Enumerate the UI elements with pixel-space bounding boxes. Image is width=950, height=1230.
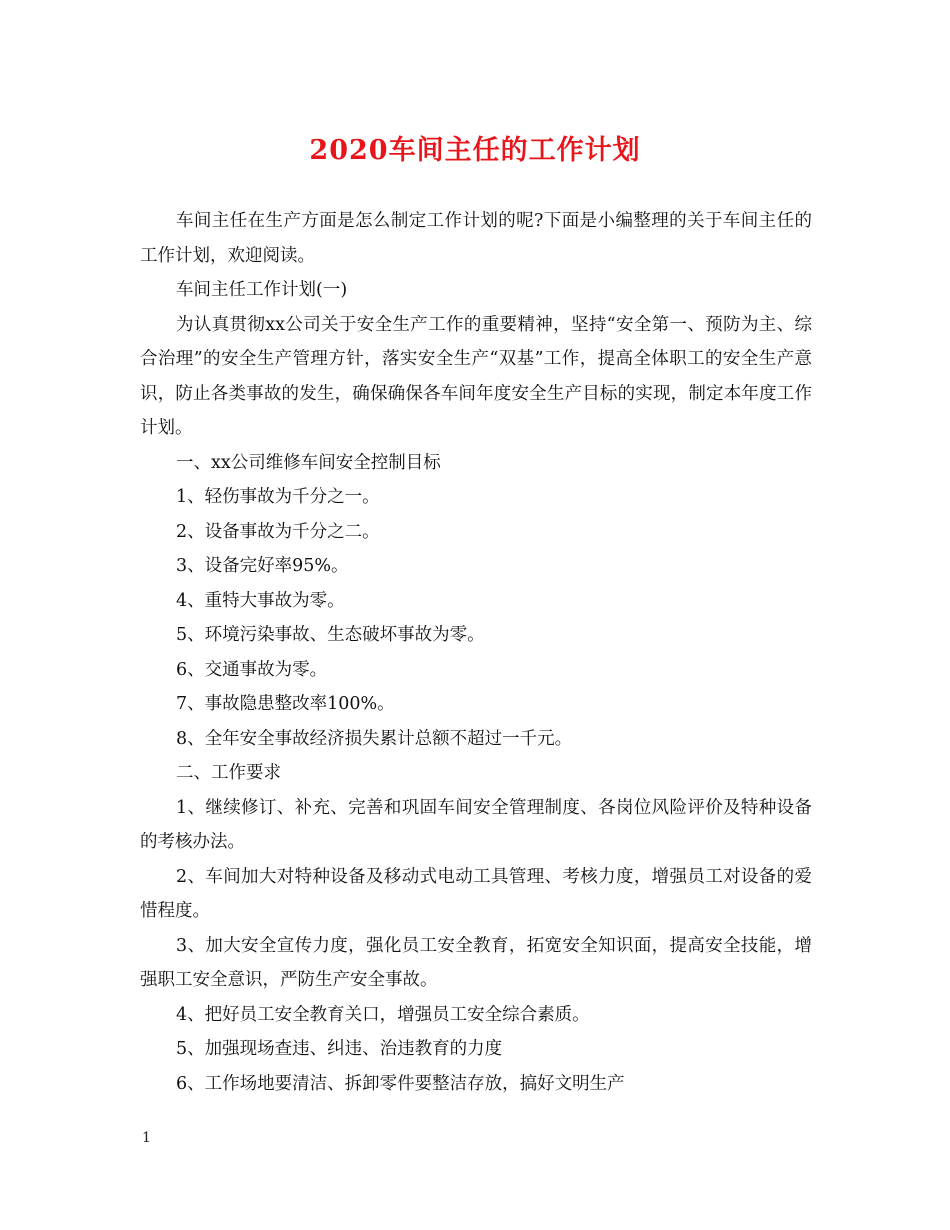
list-item-target-2: 2、设备事故为千分之二。: [176, 521, 380, 542]
section-heading-requirements: 二、工作要求: [176, 763, 281, 783]
list-item-target-8: 8、全年安全事故经济损失累计总额不超过一千元。: [176, 728, 573, 749]
list-item-requirement-3: 3、加大安全宣传力度，强化员工安全教育，拓宽安全知识面，提高安全技能，增强职工安全意识，严防生产安全事故。: [140, 935, 812, 990]
list-item-target-4: 4、重特大事故为零。: [176, 590, 345, 611]
section-heading-targets: 一、xx公司维修车间安全控制目标: [176, 452, 441, 473]
page-number: 1: [142, 1130, 151, 1146]
list-item-requirement-2: 2、车间加大对特种设备及移动式电动工具管理、考核力度，增强员工对设备的爱惜程度。: [140, 866, 812, 921]
list-item-requirement-5: 5、加强现场查违、纠违、治违教育的力度: [176, 1039, 503, 1059]
list-item-target-7: 7、事故隐患整改率100%。: [176, 694, 395, 714]
list-item-target-6: 6、交通事故为零。: [176, 659, 328, 680]
list-item-requirement-6: 6、工作场地要清洁、拆卸零件要整洁存放，搞好文明生产: [176, 1073, 625, 1094]
paragraph-purpose: 为认真贯彻xx公司关于安全生产工作的重要精神，坚持“安全第一、预防为主、综合治理”的安全生产管理方针，落实安全生产“双基”工作，提高全体职工的安全生产意识，防止各类事故的发生，确保确保各车间年度安全生产目标的实现，制定本年度工作计划。: [140, 314, 812, 438]
list-item-target-3: 3、设备完好率95%。: [176, 556, 349, 576]
list-item-requirement-1: 1、继续修订、补充、完善和巩固车间安全管理制度、各岗位风险评价及特种设备的考核办法。: [140, 797, 812, 852]
section-heading-plan-one: 车间主任工作计划(一): [176, 280, 348, 300]
document-title: 2020车间主任的工作计划: [309, 135, 641, 166]
paragraph-intro: 车间主任在生产方面是怎么制定工作计划的呢?下面是小编整理的关于车间主任的工作计划，欢迎阅读。: [140, 211, 812, 266]
document-body: [140, 204, 812, 1101]
list-item-target-5: 5、环境污染事故、生态破坏事故为零。: [176, 625, 485, 645]
list-item-target-1: 1、轻伤事故为千分之一。: [176, 487, 380, 507]
list-item-requirement-4: 4、把好员工安全教育关口，增强员工安全综合素质。: [176, 1004, 590, 1025]
